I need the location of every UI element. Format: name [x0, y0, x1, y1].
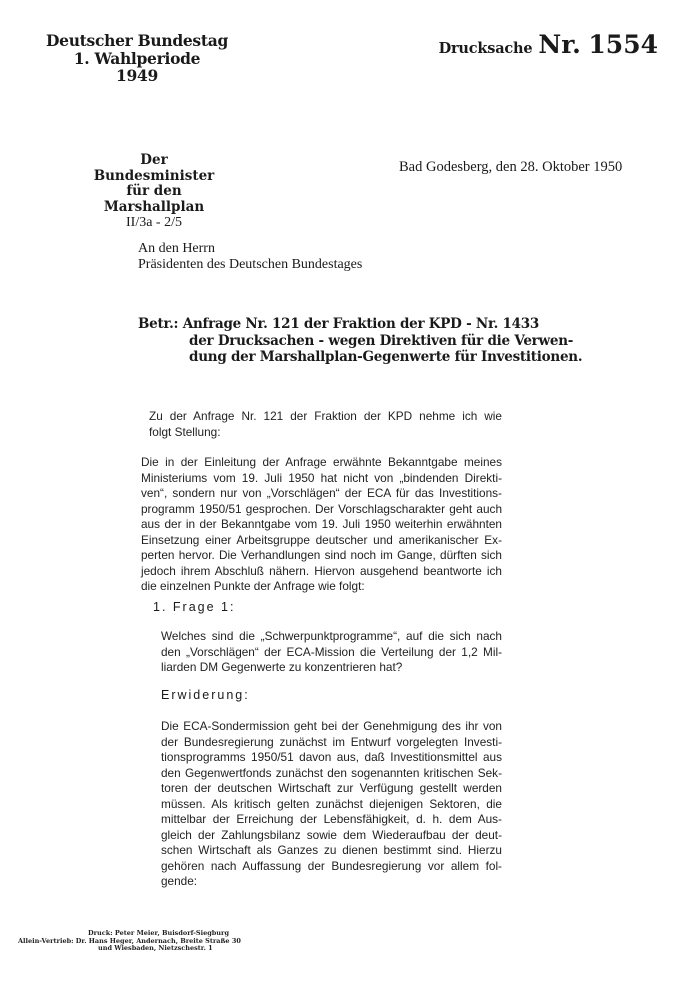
text-line: tionsprogramms 1950/51 davon aus, daß Investitionsmittel aus — [161, 750, 502, 764]
addressee-block — [138, 241, 362, 273]
distribution-line: Allein-Vertrieb: Dr. Hans Heger, Andernach, Breite Straße 30 — [18, 936, 241, 945]
text-line: jedoch ihrem Abschluß nähern. Hiervon ausgehend beantworte ich — [141, 563, 502, 578]
addressee-title: Präsidenten des Deutschen Bundestages — [138, 257, 363, 272]
parliament-name: Deutscher Bundestag — [46, 31, 228, 50]
text-line: Zu der Anfrage Nr. 121 der Fraktion der KPD nehme ich wie — [149, 409, 502, 423]
printer-line: Druck: Peter Meier, Buisdorf-Siegburg — [88, 929, 229, 937]
addressee-salutation: An den Herrn — [138, 241, 215, 256]
document-number-heading — [439, 30, 658, 59]
distribution-line-2: und Wiesbaden, Nietzschestr. 1 — [98, 944, 213, 952]
text-line: gende: — [161, 874, 198, 888]
text-line: Ministeriums vom 19. Juli 1950 hat nicht von „bindenden Direkti- — [141, 470, 502, 485]
subject-line: dung der Marshallplan-Gegenwerte für Investitionen. — [189, 349, 583, 365]
sender-block — [80, 153, 228, 231]
text-line: gehören nach Auffassung der Bundesregierung vor allem fol- — [161, 858, 502, 873]
imprint-footer — [18, 930, 318, 953]
text-line: den Gegenwertfonds zunächst den sogenannten kritischen Sek- — [161, 765, 502, 780]
period-year: 1949 — [116, 66, 158, 85]
text-line: der Bundesregierung zunächst im Entwurf vorgelegten Investi- — [161, 734, 502, 749]
text-line: müssen. Als kritisch gelten zunächst diejenigen Sektoren, die — [161, 796, 502, 811]
text-line: toren der deutschen Wirtschaft zur Verfügung gestellt werden — [161, 781, 502, 795]
question-heading: 1. Frage 1: — [153, 600, 236, 614]
parliament-heading — [44, 32, 230, 85]
text-line: aus der in der Bekanntgabe vom 19. Juli 1950 weiterhin erwähnten — [141, 517, 502, 531]
legislative-period: 1. Wahlperiode — [73, 48, 201, 68]
text-line: liarden DM Gegenwerte zu konzentrieren hat? — [161, 660, 403, 674]
text-line: Die in der Einleitung der Anfrage erwähnte Bekanntgabe meines — [141, 455, 502, 469]
text-line: den „Vorschlägen“ der ECA-Mission die Verteilung der 1,2 Mil- — [161, 644, 502, 659]
sender-ministry: für den Marshallplan — [103, 183, 205, 215]
text-line: Einsetzung einer Arbeitsgruppe deutscher und amerikanischer Ex- — [141, 532, 502, 547]
subject-block — [138, 316, 583, 366]
subject-line: Betr.: Anfrage Nr. 121 der Fraktion der KPD - Nr. 1433 — [138, 316, 540, 332]
text-line: ven“, sondern nur von „Vorschlägen“ der ECA für das Investitions- — [141, 486, 502, 500]
place-date: Bad Godesberg, den 28. Oktober 1950 — [399, 159, 623, 175]
question-text — [161, 629, 502, 676]
sender-title: Der Bundesminister — [93, 152, 215, 184]
text-line: schen Wirtschaft als Ganzes zu dienen bestimmt sind. Hierzu — [161, 843, 502, 857]
answer-heading: Erwiderung: — [161, 688, 250, 702]
answer-text — [161, 719, 502, 890]
intro-paragraph — [149, 409, 502, 440]
text-line: gleich der Zahlungsbilanz sowie dem Wiederaufbau der deut- — [161, 827, 502, 842]
paragraph-announcement — [141, 455, 502, 595]
text-line: Welches sind die „Schwerpunktprogramme“, auf die sich nach — [161, 629, 502, 643]
text-line: mittelbar der Erreichung der Lebensfähigkeit, d. h. dem Aus- — [161, 812, 502, 826]
doc-number: 1554 — [588, 30, 658, 59]
text-line: Die ECA-Sondermission geht bei der Genehmigung des ihr von — [161, 719, 502, 733]
sender-reference: II/3a - 2/5 — [126, 215, 182, 230]
text-line: die einzelnen Punkte der Anfrage wie folgt: — [141, 579, 365, 593]
text-line: programm 1950/51 gesprochen. Der Vorschlagscharakter geht auch — [141, 501, 502, 516]
text-line: folgt Stellung: — [149, 424, 221, 439]
subject-line: der Drucksachen - wegen Direktiven für die Verwen- — [189, 332, 574, 349]
doc-nr-prefix: Nr. — [538, 30, 581, 59]
doc-label: Drucksache — [438, 40, 533, 57]
text-line: perten hervor. Die Verhandlungen sind noch im Gange, dürften sich — [141, 548, 502, 562]
